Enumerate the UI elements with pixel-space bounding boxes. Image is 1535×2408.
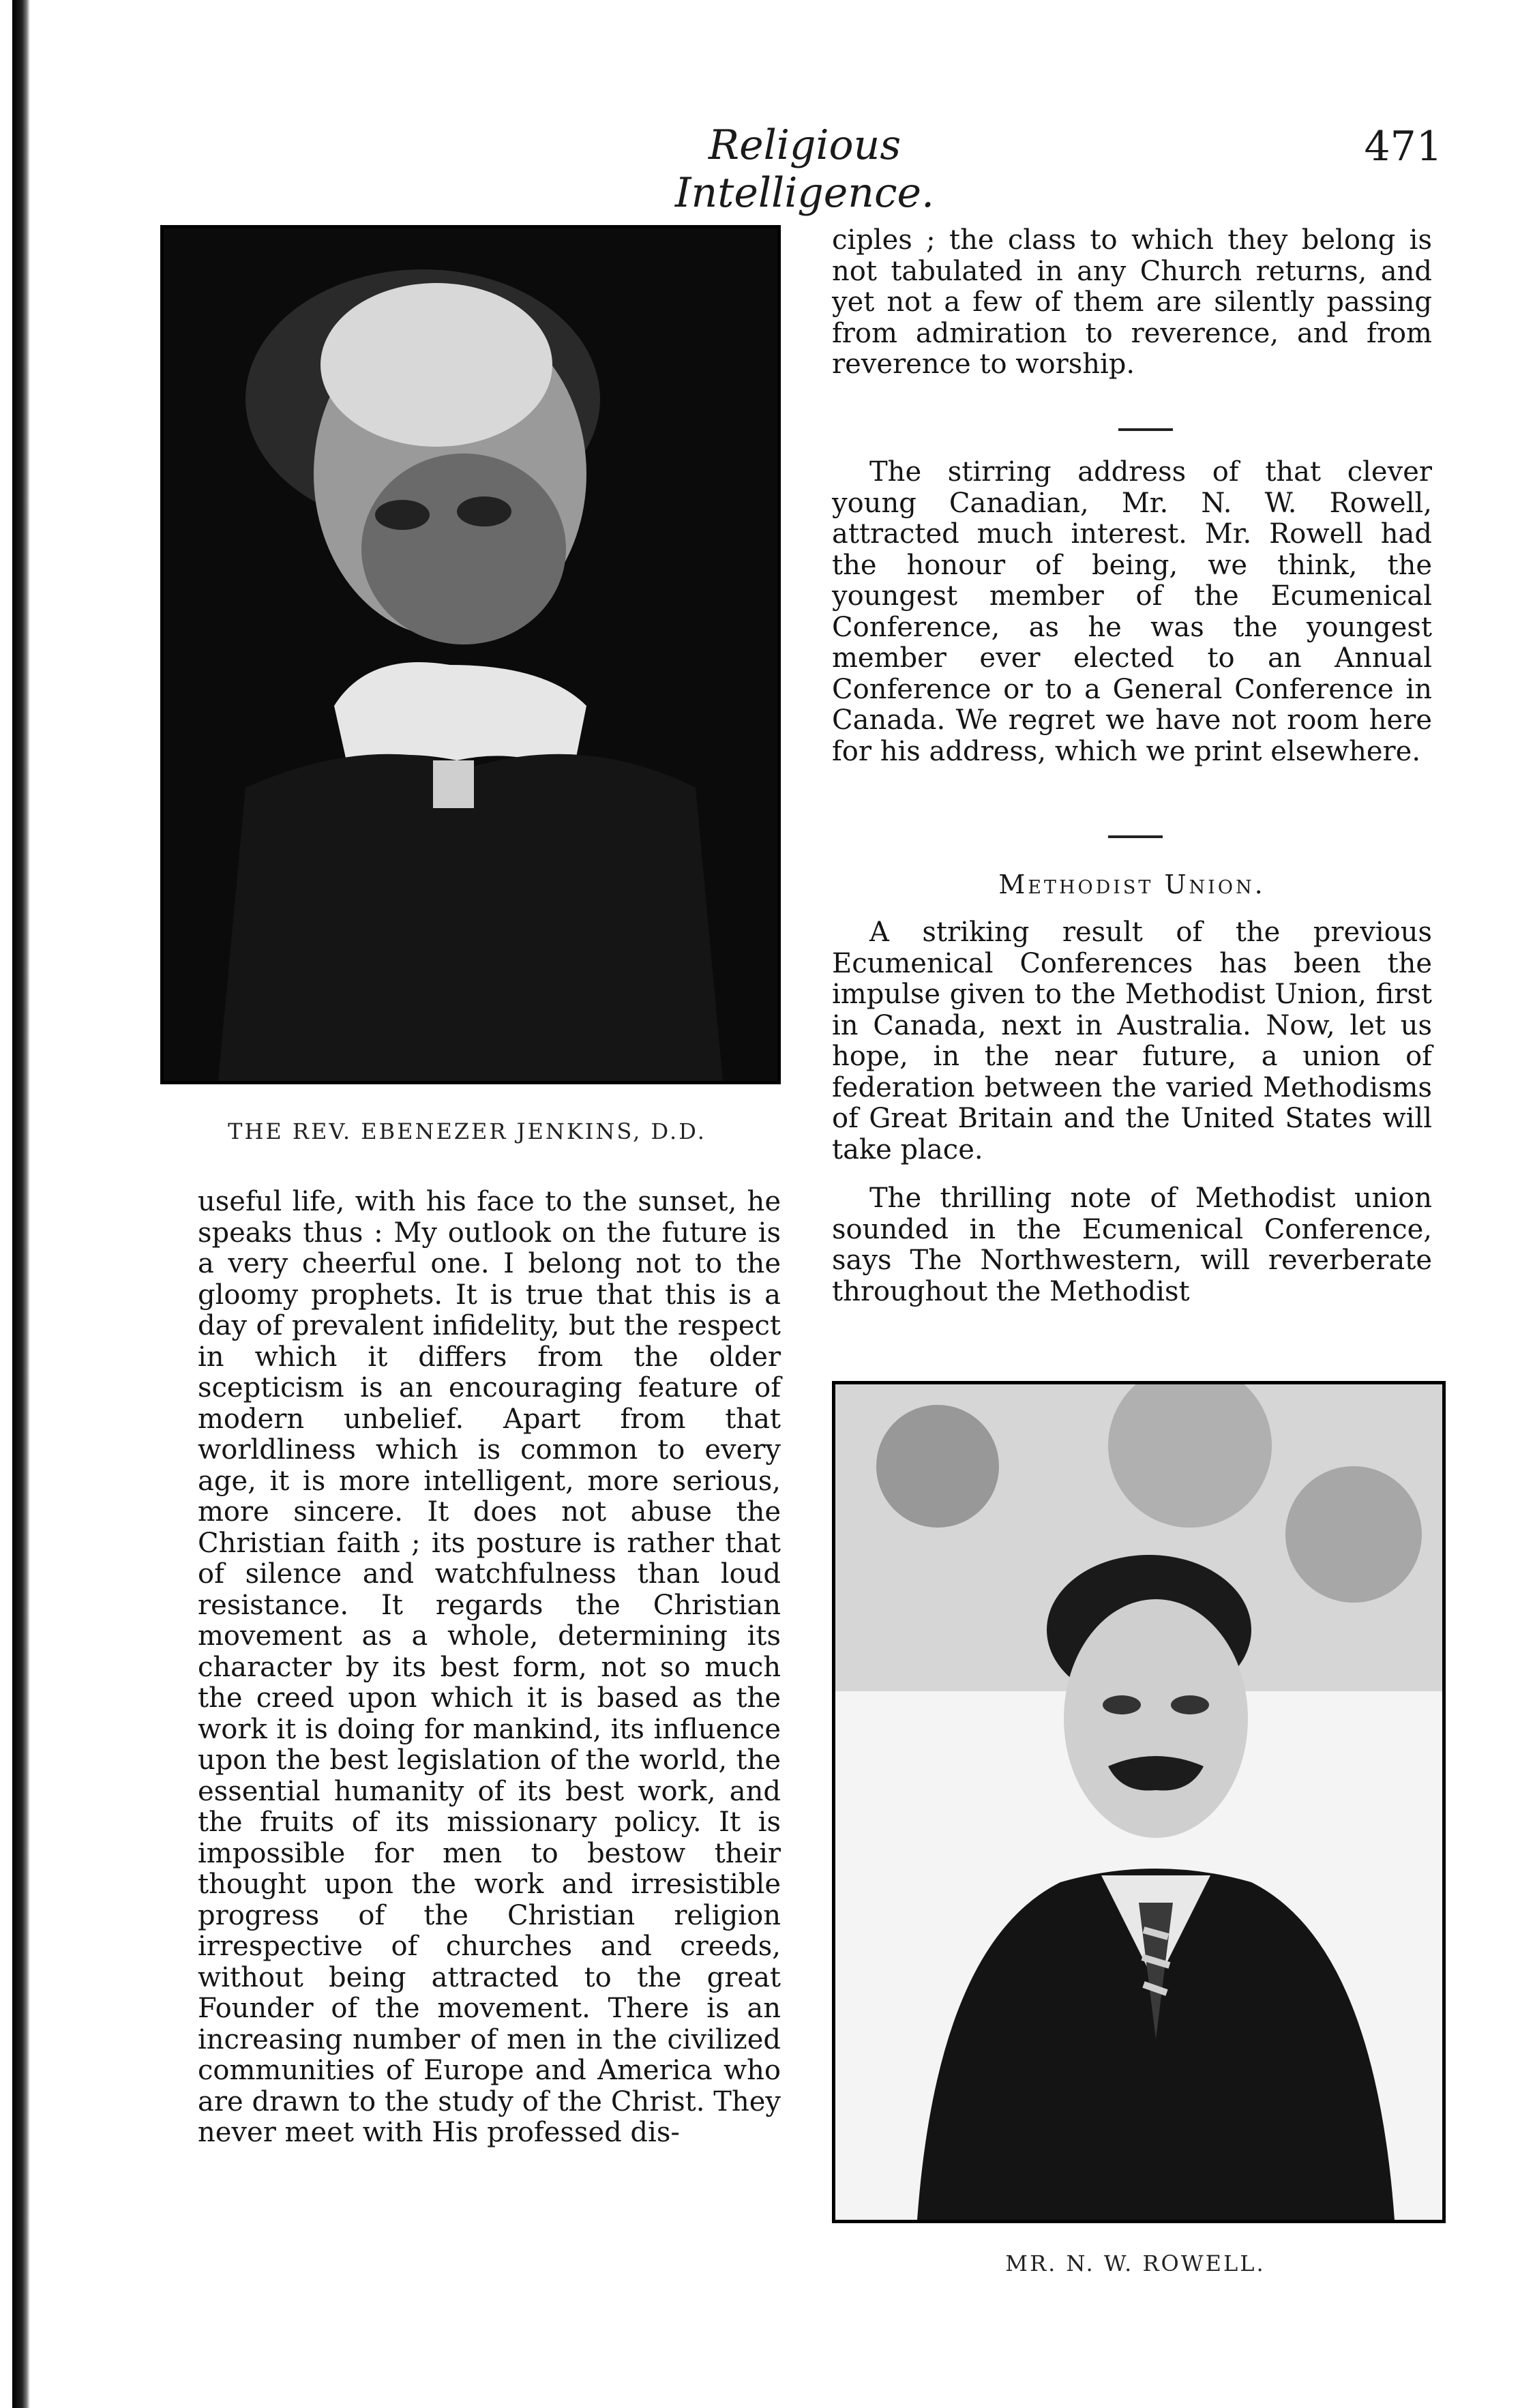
section-heading-methodist-union: Methodist Union. xyxy=(998,869,1266,900)
right-column-paragraph-4: The thrilling note of Methodist union sounded in the Ecumenical Conference, says The Northwestern, will reverberate throughout the Methodist xyxy=(832,1183,1432,1307)
section-divider-rule xyxy=(1108,835,1163,838)
scan-edge-shadow xyxy=(12,0,30,2408)
section-divider-rule xyxy=(1118,428,1173,431)
right-column-paragraph-2: The stirring address of that clever young Canadian, Mr. N. W. Rowell, attracted much interest. Mr. Rowell had the honour of being, we think, the youngest member of the Ecumenical Conference, as he was the youngest member ever elected to an Annual Conference or to a General Conference in Canada. We regret we have not room here for his address, which we print elsewhere. xyxy=(832,456,1432,767)
running-header: Religious Intelligence. xyxy=(674,121,935,217)
portrait-photo-jenkins xyxy=(160,225,781,1084)
portrait-photo-rowell xyxy=(832,1381,1446,2223)
left-column-paragraph: useful life, with his face to the sunset, he speaks thus : My outlook on the future is a very cheerful one. I belong not to the gloomy prophets. It is true that this is a day of prevalent infidelity, but the respect in which it differs from the older scepticism is an encouraging feature of modern unbelief. Apart from that worldliness which is common to every age, it is more intelligent, more serious, more sincere. It does not abuse the Christian faith ; its posture is rather that of silence and watchfulness than loud resistance. It regards the Christian movement as a whole, determining its character by its best form, not so much the creed upon which it is based as the work it is doing for mankind, its influence upon the best legislation of the world, the essential humanity of its best work, and the fruits of its missionary policy. It is impossible for men to bestow their thought upon the work and irresistible progress of the Christian religion irrespective of churches and creeds, without being attracted to the great Founder of the movement. There is an increasing number of men in the civilized communities of Europe and America who are drawn to the study of the Christ. They never meet with His professed dis- xyxy=(198,1186,781,2148)
portrait-rowell-illustration xyxy=(835,1384,1442,2220)
right-column-paragraph-3: A striking result of the previous Ecumenical Conferences has been the impulse given to the Methodist Union, first in Canada, next in Australia. Now, let us hope, in the near future, a union of federation between the varied Methodisms of Great Britain and the United States will take place. xyxy=(832,917,1432,1165)
page-number: 471 xyxy=(1364,123,1442,170)
figure-caption-jenkins: THE REV. EBENEZER JENKINS, D.D. xyxy=(228,1118,706,1144)
right-column-paragraph-1: ciples ; the class to which they belong is not tabulated in any Church returns, and yet not a few of them are silently passing from admiration to reverence, and from reverence to worship. xyxy=(832,224,1432,380)
figure-caption-rowell: MR. N. W. ROWELL. xyxy=(1005,2250,1266,2276)
portrait-jenkins-illustration xyxy=(164,228,777,1081)
